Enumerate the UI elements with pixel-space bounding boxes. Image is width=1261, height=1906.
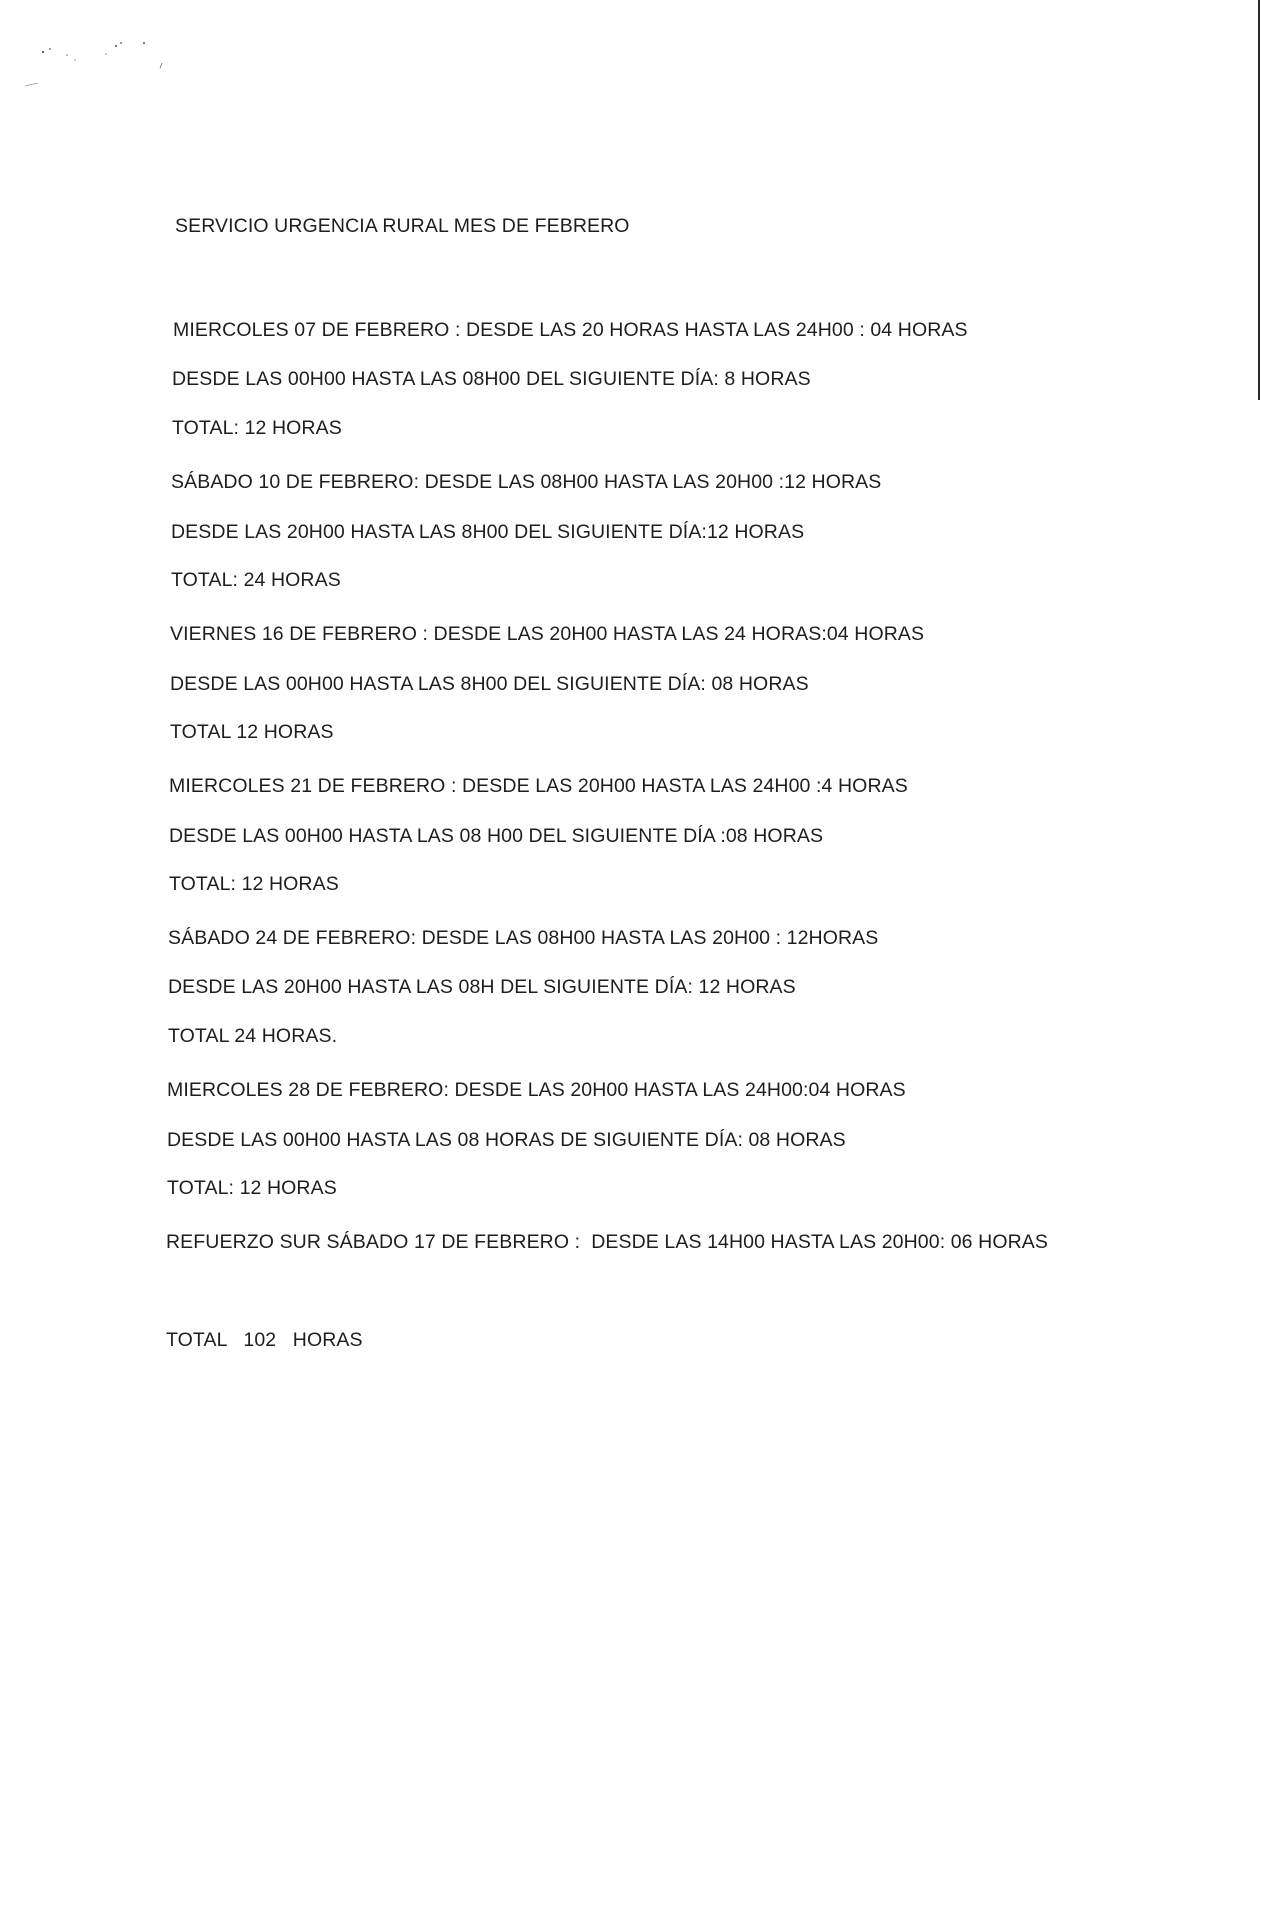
entry-line: DESDE LAS 00H00 HASTA LAS 08 H00 DEL SIGUIENTE DÍA :08 HORAS [169,825,824,847]
document-title: SERVICIO URGENCIA RURAL MES DE FEBRERO [175,215,630,237]
entry-total-line: TOTAL: 24 HORAS [171,569,341,591]
entry-line: DESDE LAS 00H00 HASTA LAS 8H00 DEL SIGUIENTE DÍA: 08 HORAS [170,673,809,695]
entry-line: MIERCOLES 21 DE FEBRERO : DESDE LAS 20H00 HASTA LAS 24H00 :4 HORAS [169,775,908,797]
entry-line: REFUERZO SUR SÁBADO 17 DE FEBRERO : DESDE LAS 14H00 HASTA LAS 20H00: 06 HORAS [166,1231,1048,1253]
entry-total-line: TOTAL 24 HORAS. [168,1025,338,1047]
entry-total-line: TOTAL: 12 HORAS [169,873,339,895]
entry-total-line: TOTAL: 12 HORAS [172,417,342,439]
entry-line: DESDE LAS 20H00 HASTA LAS 08H DEL SIGUIENTE DÍA: 12 HORAS [168,976,796,998]
entry-line: VIERNES 16 DE FEBRERO : DESDE LAS 20H00 HASTA LAS 24 HORAS:04 HORAS [170,623,925,645]
entry-line: SÁBADO 10 DE FEBRERO: DESDE LAS 08H00 HASTA LAS 20H00 :12 HORAS [171,471,882,493]
entry-line: DESDE LAS 20H00 HASTA LAS 8H00 DEL SIGUIENTE DÍA:12 HORAS [171,521,805,543]
scan-specks [20,38,170,108]
entry-line: DESDE LAS 00H00 HASTA LAS 08H00 DEL SIGUIENTE DÍA: 8 HORAS [172,368,811,390]
entry-total-line: TOTAL: 12 HORAS [167,1177,337,1199]
entry-line: DESDE LAS 00H00 HASTA LAS 08 HORAS DE SIGUIENTE DÍA: 08 HORAS [167,1129,846,1151]
entry-line: MIERCOLES 07 DE FEBRERO : DESDE LAS 20 HORAS HASTA LAS 24H00 : 04 HORAS [173,319,968,341]
entry-total-line: TOTAL 12 HORAS [170,721,334,743]
entry-line: MIERCOLES 28 DE FEBRERO: DESDE LAS 20H00 HASTA LAS 24H00:04 HORAS [167,1079,906,1101]
grand-total: TOTAL 102 HORAS [166,1329,363,1351]
entry-line: SÁBADO 24 DE FEBRERO: DESDE LAS 08H00 HASTA LAS 20H00 : 12HORAS [168,927,879,949]
scan-edge-line [1258,0,1260,400]
